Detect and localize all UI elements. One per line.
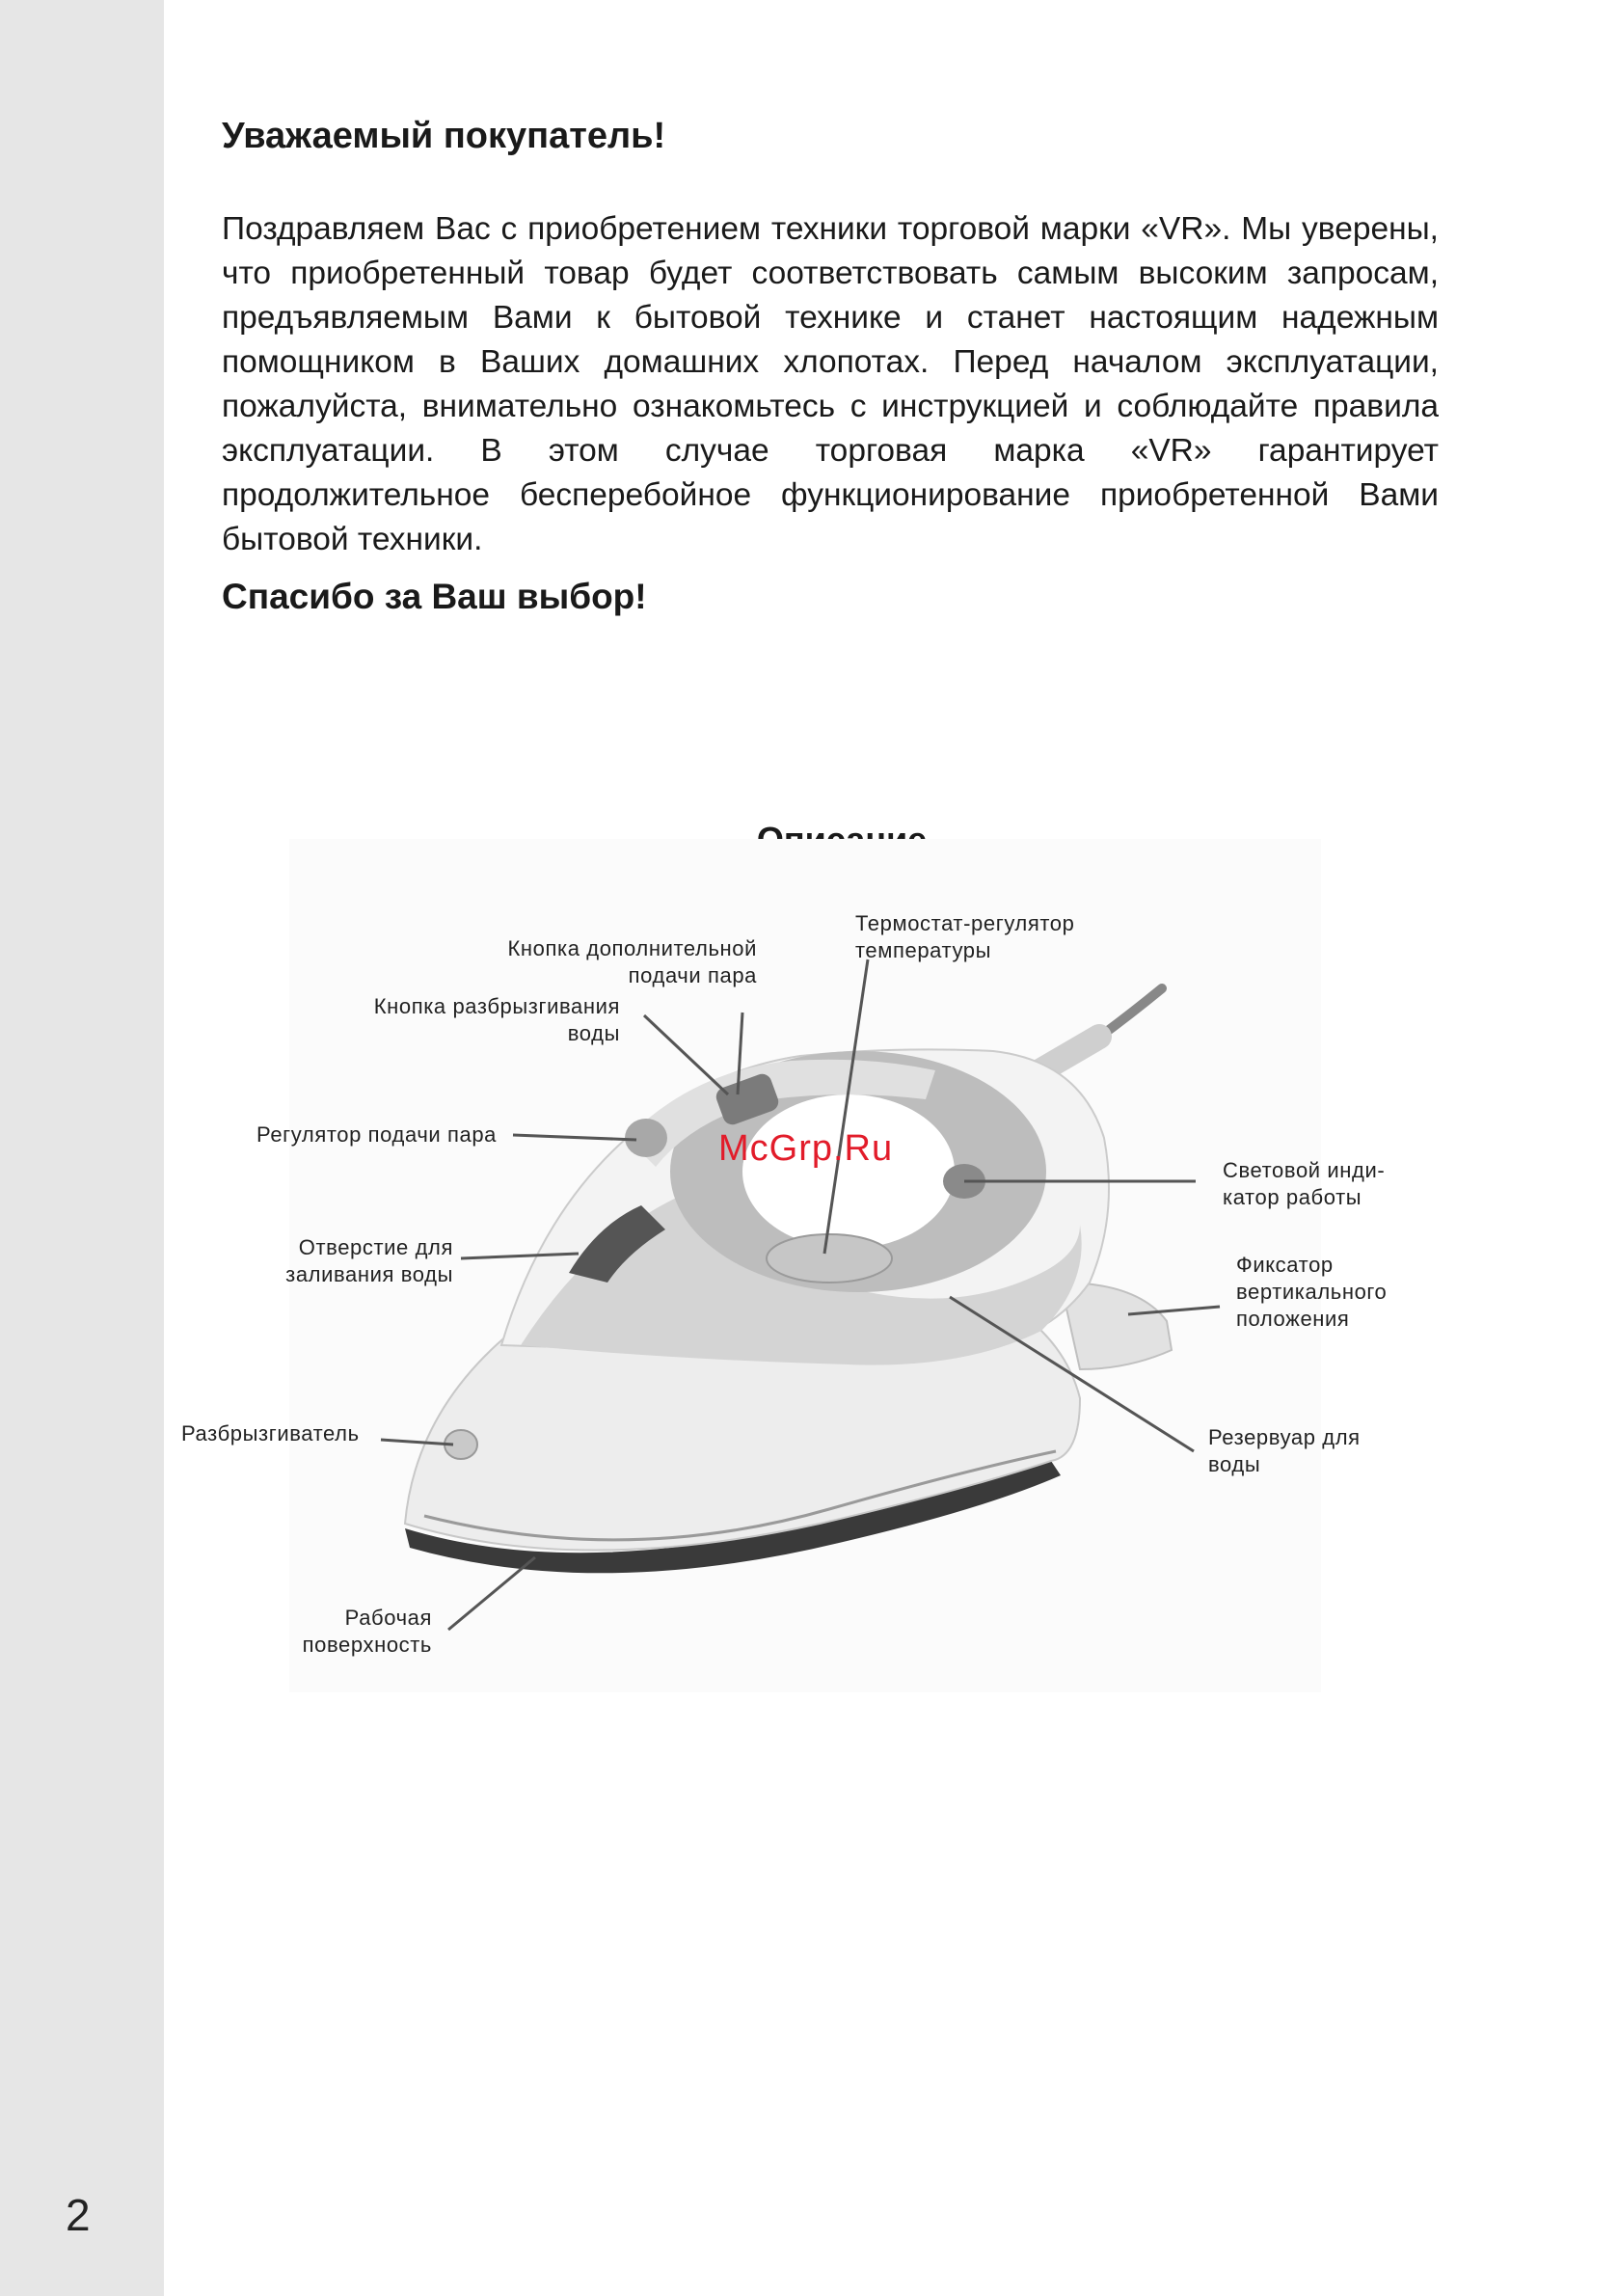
label-thermostat: Термостат-регулятор температуры — [855, 911, 1075, 962]
label-sprayer: Разбрызгиватель — [181, 1421, 360, 1445]
label-soleplate: Рабочая поверхность — [302, 1606, 432, 1657]
intro-paragraph: Поздравляем Вас с приобретением техники торговой марки «VR». Мы уверены, что приобретенный товар будет соответствовать самым высоким запросам, предъявляемым Вами к бытовой технике и станет настоящим надежным помощником в Ваших домашних хлопотах. Перед началом эксплуатации, пожалуйста, внимательно ознакомьтесь с инструкцией и соблюдайте правила эксплуатации. В этом случае торговая марка «VR» гарантирует продолжительное бесперебойное функционирование приобретенной Вами бытовой техники. — [222, 211, 1439, 557]
label-spray-button: Кнопка разбрызгивания воды — [373, 994, 620, 1045]
label-steam-regulator: Регулятор подачи пара — [256, 1122, 497, 1147]
label-vertical-lock: Фиксатор вертикального положения — [1236, 1253, 1388, 1331]
label-extra-steam-button: Кнопка дополнительной подачи пара — [507, 936, 757, 987]
watermark: McGrp.Ru — [718, 1128, 894, 1169]
label-indicator-light: Световой инди- катор работы — [1223, 1158, 1386, 1209]
thanks-heading: Спасибо за Ваш выбор! — [222, 577, 647, 616]
label-water-tank: Резервуар для воды — [1208, 1425, 1361, 1476]
page-number: 2 — [66, 2190, 91, 2240]
greeting-heading: Уважаемый покупатель! — [222, 116, 666, 156]
label-fill-opening: Отверстие для заливания воды — [285, 1235, 453, 1286]
